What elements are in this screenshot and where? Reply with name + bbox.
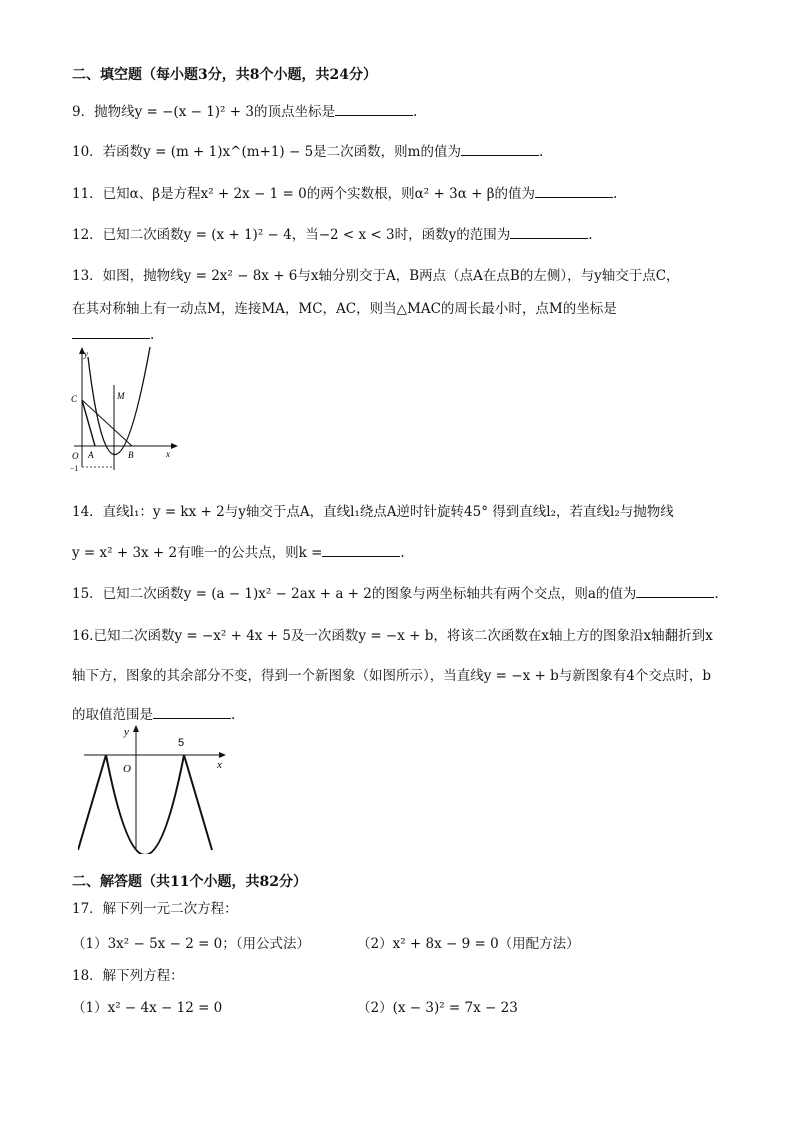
question-12: 12．已知二次函数y = (x + 1)² − 4，当−2 < x < 3时，函数y的范围为 . bbox=[72, 227, 593, 243]
fig1-label-a: A bbox=[88, 450, 94, 460]
question-16-line-1: 16.已知二次函数y = −x² + 4x + 5及一次函数y = −x + b，将该二次函数在x轴上方的图象沿x轴翻折到x bbox=[72, 628, 713, 644]
question-16-line-2: 轴下方，图象的其余部分不变，得到一个新图象（如图所示），当直线y = −x + b与新图象有4个交点时，b bbox=[72, 668, 711, 684]
question-15: 15．已知二次函数y = (a − 1)x² − 2ax + a + 2的图象与两坐标轴共有两个交点，则a的值为 . bbox=[72, 586, 719, 602]
question-17: 17．解下列一元二次方程： bbox=[72, 901, 238, 917]
question-14-line-2: y = x² + 3x + 2有唯一的公共点，则k = . bbox=[72, 545, 405, 561]
answer-blank bbox=[535, 185, 613, 198]
answer-blank bbox=[636, 585, 714, 598]
fig2-label-y: y bbox=[124, 726, 129, 738]
question-13-line-3: . bbox=[72, 326, 154, 343]
folded-parabola-figure-2 bbox=[78, 722, 238, 854]
section-title-solve: 二、解答题（共11个小题，共82分） bbox=[72, 874, 307, 890]
question-9: 9．抛物线y = −(x − 1)² + 3的顶点坐标是 . bbox=[72, 104, 418, 120]
question-17-part-2: （2）x² + 8x − 9 = 0（用配方法） bbox=[357, 936, 580, 952]
answer-blank bbox=[461, 143, 539, 156]
fig1-label-o: O bbox=[72, 451, 79, 461]
question-13-line-1: 13．如图，抛物线y = 2x² − 8x + 6与x轴分别交于A，B两点（点A在点B的左侧），与y轴交于点C， bbox=[72, 268, 680, 284]
answer-blank bbox=[322, 544, 400, 557]
question-16-line-3: 的取值范围是 . bbox=[72, 707, 236, 723]
question-13-line-2: 在其对称轴上有一动点M，连接MA，MC，AC，则当△MAC的周长最小时，点M的坐标是 bbox=[72, 301, 617, 317]
fig1-label-m: M bbox=[117, 391, 125, 401]
question-18-part-1: （1）x² − 4x − 12 = 0 bbox=[72, 1000, 223, 1016]
section-title-fill-blank: 二、填空题（每小题3分，共8个小题，共24分） bbox=[72, 67, 377, 83]
fig2-label-x: x bbox=[217, 759, 222, 771]
fig1-label-y: y bbox=[84, 349, 88, 359]
question-18: 18．解下列方程： bbox=[72, 968, 184, 984]
fig1-label-c: C bbox=[71, 394, 78, 404]
fig2-label-5: 5 bbox=[178, 737, 185, 749]
fig1-label-neg1: −1 bbox=[70, 464, 79, 473]
fig1-label-x: x bbox=[166, 449, 170, 459]
question-11: 11．已知α、β是方程x² + 2x − 1 = 0的两个实数根，则α² + 3α + β的值为 . bbox=[72, 186, 618, 202]
question-14-line-1: 14．直线l₁：y = kx + 2与y轴交于点A，直线l₁绕点A逆时针旋转45° 得到直线l₂，若直线l₂与抛物线 bbox=[72, 504, 674, 520]
answer-blank bbox=[335, 103, 413, 116]
answer-blank bbox=[153, 706, 231, 719]
question-17-part-1: （1）3x² − 5x − 2 = 0；（用公式法） bbox=[72, 936, 311, 952]
fig2-label-o: O bbox=[123, 763, 131, 775]
answer-blank bbox=[510, 226, 588, 239]
fig1-label-b: B bbox=[128, 450, 134, 460]
question-18-part-2: （2）(x − 3)² = 7x − 23 bbox=[357, 1000, 518, 1016]
question-10: 10．若函数y = (m + 1)x^(m+1) − 5是二次函数，则m的值为 . bbox=[72, 144, 544, 160]
parabola-figure-1 bbox=[70, 345, 180, 475]
answer-blank bbox=[72, 326, 150, 339]
